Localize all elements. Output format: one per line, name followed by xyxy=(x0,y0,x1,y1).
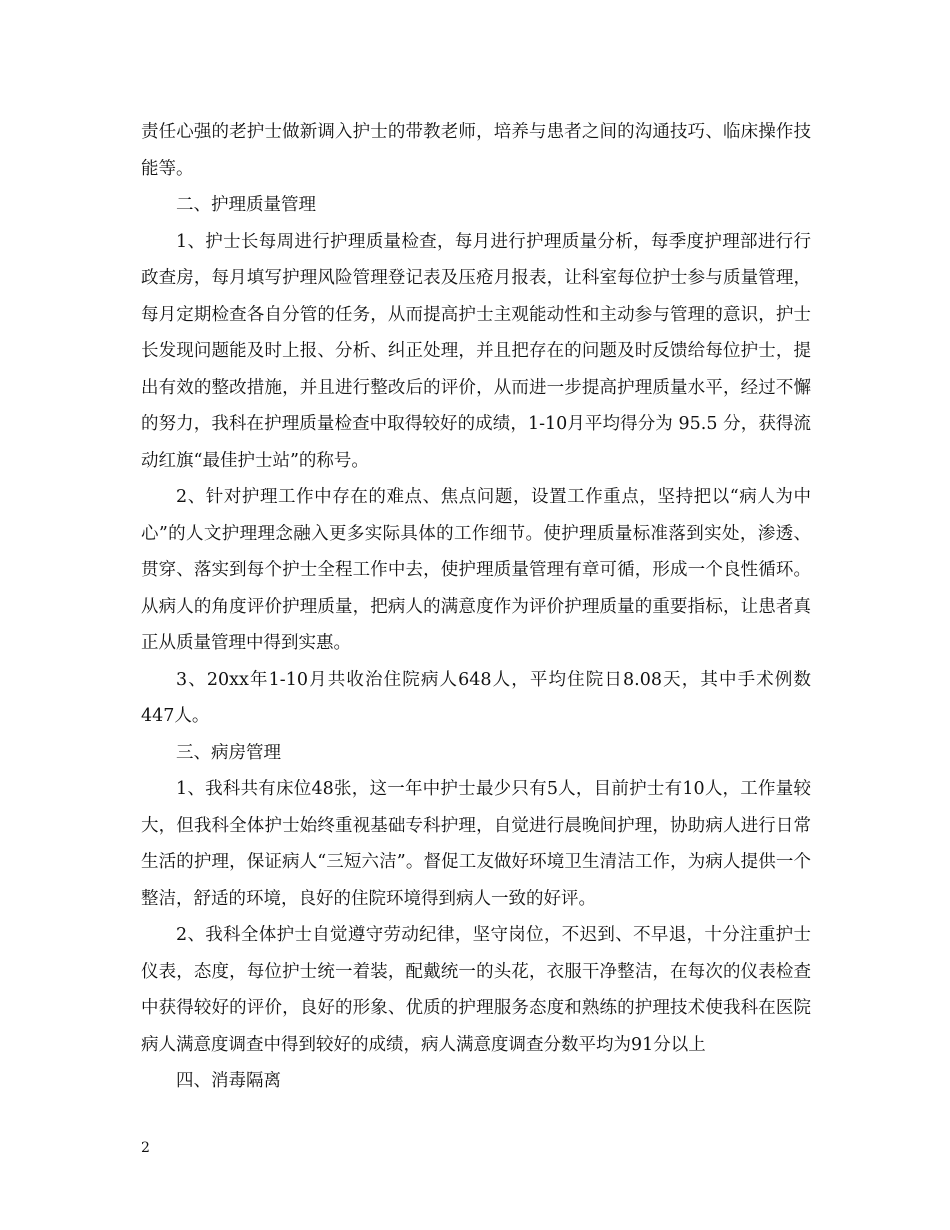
section-heading-disinfection: 四、消毒隔离 xyxy=(176,1071,281,1091)
section-heading-ward-management: 三、病房管理 xyxy=(176,742,281,763)
document-body xyxy=(141,114,811,1100)
paragraph-ward-beds: 1、我科共有床位48张，这一年中护士最少只有5人，目前护士有10人，工作量较大，但我科全体护士始终重视基础专科护理，自觉进行晨晚间护理，协助病人进行日常生活的护理，保证病人“三短六洁”。督促工友做好环境卫生清洁工作，为病人提供一个整洁，舒适的环境，良好的住院环境得到病人一致的好评。 xyxy=(141,779,811,909)
page-number: 2 xyxy=(141,1140,150,1156)
paragraph-quality-inspection: 1、护士长每周进行护理质量检查，每月进行护理质量分析，每季度护理部进行行政查房，每月填写护理风险管理登记表及压疮月报表，让科室每位护士参与质量管理，每月定期检查各自分管的任务，从而提高护士主观能动性和主动参与管理的意识，护士长发现问题能及时上报、分析、纠正处理，并且把存在的问题及时反馈给每位护士，提出有效的整改措施，并且进行整改后的评价，从而进一步提高护理质量水平，经过不懈的努力，我科在护理质量检查中取得较好的成绩，1-10月平均得分为 95.5 分，获得流动红旗“最佳护士站”的称号。 xyxy=(141,231,811,471)
paragraph-labor-discipline: 2、我科全体护士自觉遵守劳动纪律，坚守岗位，不迟到、不早退，十分注重护士仪表，态度，每位护士统一着装，配戴统一的头花，衣服干净整洁，在每次的仪表检查中获得较好的评价，良好的形象、优质的护理服务态度和熟练的护理技术使我科在医院病人满意度调查中得到较好的成绩，病人满意度调查分数平均为91分以上 xyxy=(141,925,811,1055)
paragraph-patient-centered: 2、针对护理工作中存在的难点、焦点问题，设置工作重点，坚持把以“病人为中心”的人文护理理念融入更多实际具体的工作细节。使护理质量标准落到实处，渗透、贯穿、落实到每个护士全程工作中去，使护理质量管理有章可循，形成一个良性循环。从病人的角度评价护理质量，把病人的满意度作为评价护理质量的重要指标，让患者真正从质量管理中得到实惠。 xyxy=(141,487,811,653)
paragraph-continuation: 责任心强的老护士做新调入护士的带教老师，培养与患者之间的沟通技巧、临床操作技能等。 xyxy=(141,122,811,179)
paragraph-admission-stats: 3、20xx年1-10月共收治住院病人648人，平均住院日8.08天，其中手术例数447人。 xyxy=(141,669,811,726)
section-heading-nursing-quality: 二、护理质量管理 xyxy=(176,195,316,215)
